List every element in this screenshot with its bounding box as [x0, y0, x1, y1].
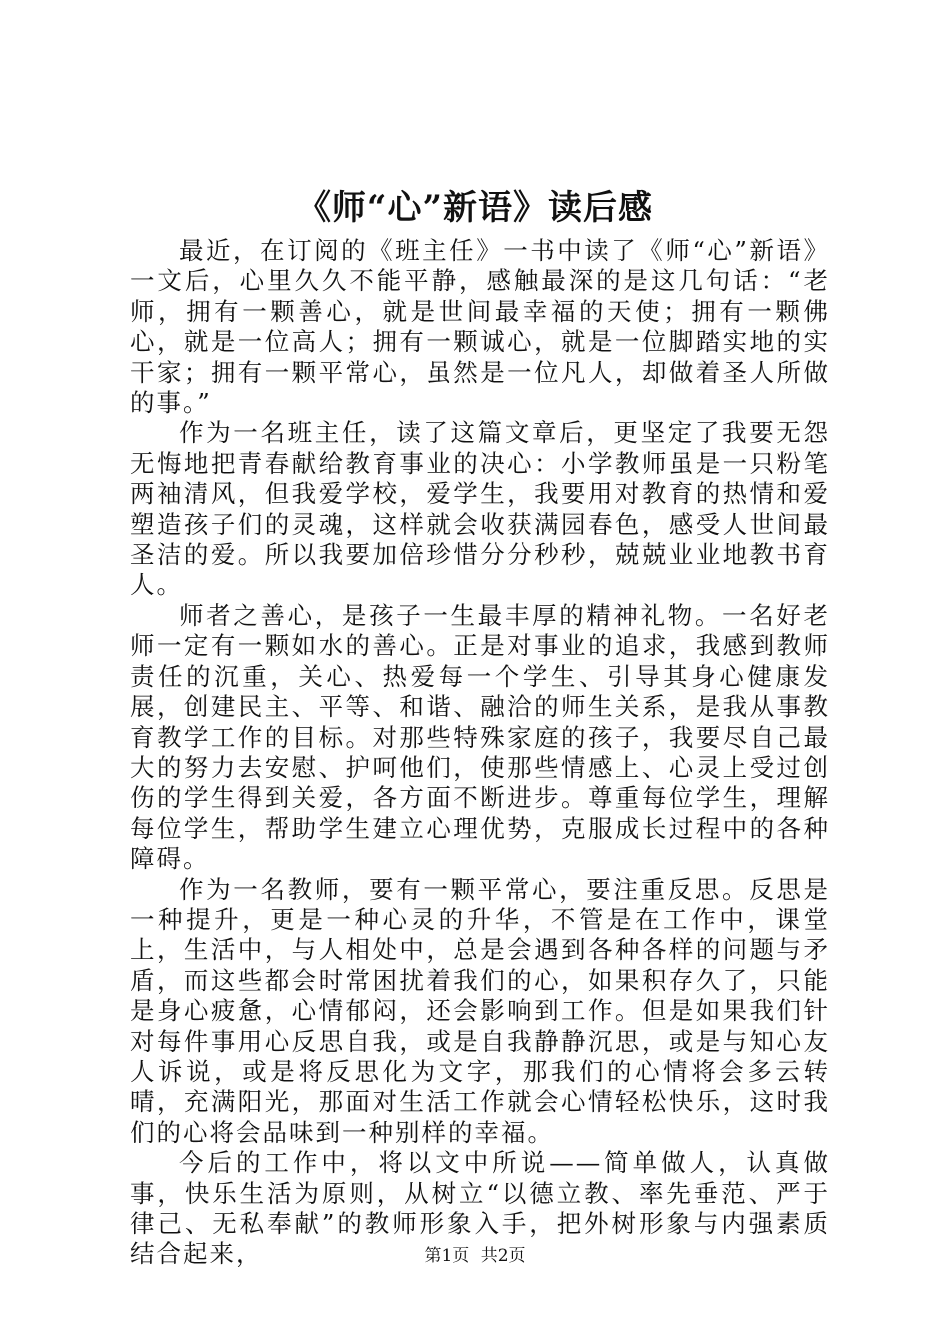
document-body: [130, 236, 830, 1270]
paragraph: 作为一名班主任，读了这篇文章后，更坚定了我要无怨无悔地把青春献给教育事业的决心：小学教师虽是一只粉笔两袖清风，但我爱学校，爱学生，我要用对教育的热情和爱塑造孩子们的灵魂，这样就会收获满园春色，感受人世间最圣洁的爱。所以我要加倍珍惜分分秒秒，兢兢业业地教书育人。: [130, 418, 830, 600]
paragraph: 最近，在订阅的《班主任》一书中读了《师“心”新语》一文后，心里久久不能平静，感触最深的是这几句话：“老师，拥有一颗善心，就是世间最幸福的天使；拥有一颗佛心，就是一位高人；拥有一颗诚心，就是一位脚踏实地的实干家；拥有一颗平常心，虽然是一位凡人，却做着圣人所做的事。”: [130, 236, 830, 418]
page-total: 共2页: [480, 1246, 526, 1266]
paragraph: 师者之善心，是孩子一生最丰厚的精神礼物。一名好老师一定有一颗如水的善心。正是对事业的追求，我感到教师责任的沉重，关心、热爱每一个学生、引导其身心健康发展，创建民主、平等、和谐、融洽的师生关系，是我从事教育教学工作的目标。对那些特殊家庭的孩子，我要尽自己最大的努力去安慰、护呵他们，使那些情感上、心灵上受过创伤的学生得到关爱，各方面不断进步。尊重每位学生，理解每位学生，帮助学生建立心理优势，克服成长过程中的各种障碍。: [130, 600, 830, 874]
page-footer: [0, 1244, 950, 1268]
document-title: 《师“心”新语》读后感: [296, 188, 654, 228]
page-number: 第1页: [424, 1246, 470, 1266]
paragraph: 今后的工作中，将以文中所说——简单做人，认真做事，快乐生活为原则，从树立“以德立教、率先垂范、严于律己、无私奉献”的教师形象入手，把外树形象与内强素质结合起来，: [130, 1148, 830, 1269]
paragraph: 作为一名教师，要有一颗平常心，要注重反思。反思是一种提升，更是一种心灵的升华，不管是在工作中，课堂上，生活中，与人相处中，总是会遇到各种各样的问题与矛盾，而这些都会时常困扰着我们的心，如果积存久了，只能是身心疲惫，心情郁闷，还会影响到工作。但是如果我们针对每件事用心反思自我，或是自我静静沉思，或是与知心友人诉说，或是将反思化为文字，那我们的心情将会多云转晴，充满阳光，那面对生活工作就会心情轻松快乐，这时我们的心将会品味到一种别样的幸福。: [130, 874, 830, 1147]
